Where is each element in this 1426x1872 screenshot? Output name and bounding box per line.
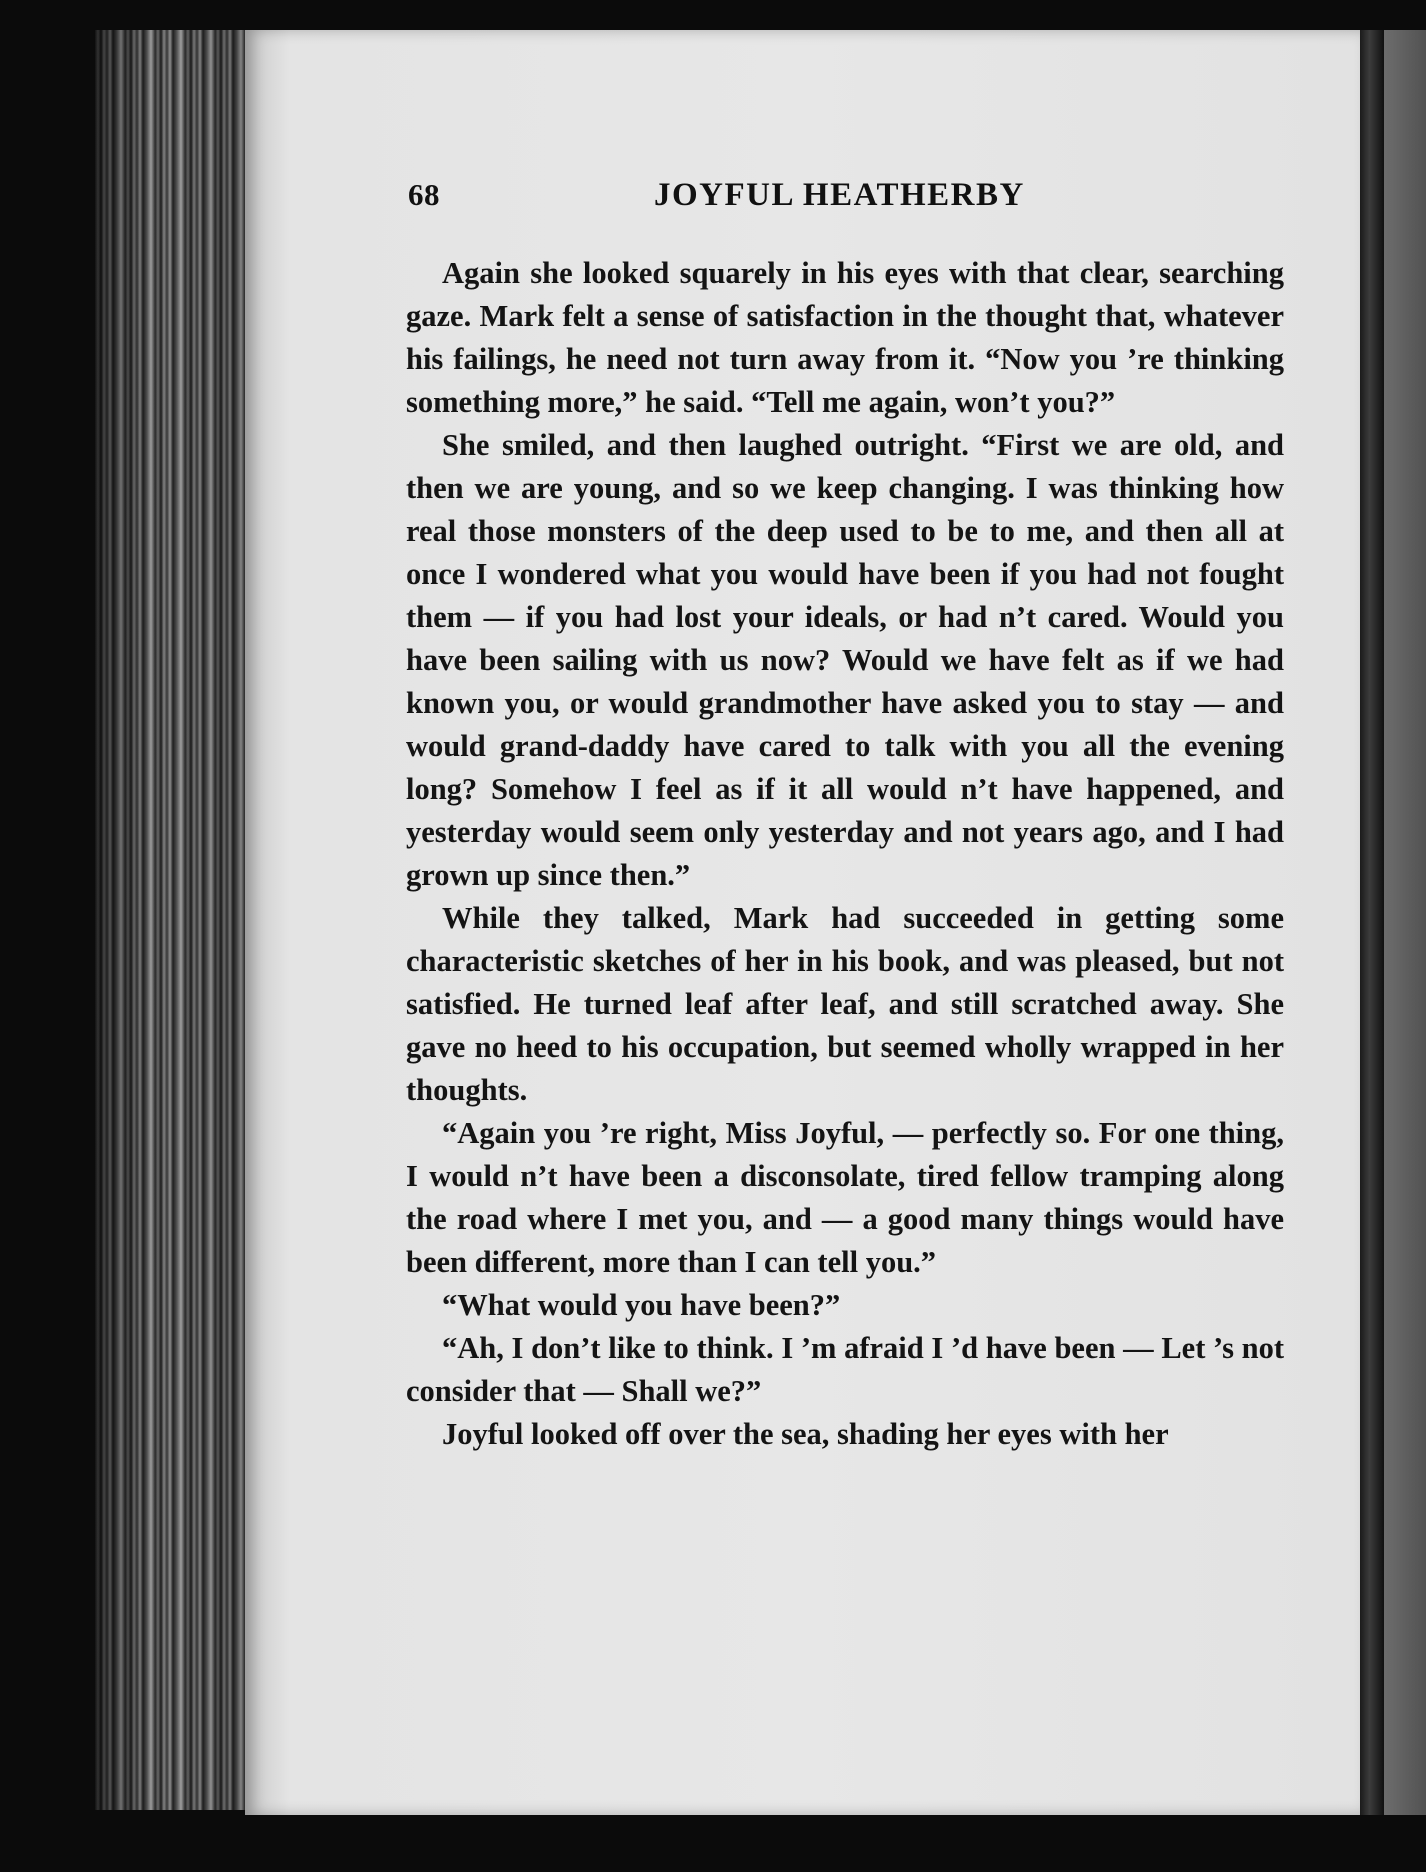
paragraph: While they talked, Mark had succeeded in getting some characteristic sketches of her in his book, and was pleased, but not satisfied. He turned leaf after leaf, and still scratched away. She gave no heed to his occupation, but seemed wholly wrapped in her thoughts. bbox=[406, 901, 1284, 1107]
book-title: JOYFUL HEATHERBY bbox=[654, 177, 1025, 213]
running-head bbox=[408, 177, 1283, 227]
book-spine-edge bbox=[1360, 30, 1384, 1815]
paragraph: “What would you have been?” bbox=[442, 1288, 841, 1322]
facing-page-edge bbox=[1384, 30, 1426, 1815]
paragraph: She smiled, and then laughed outright. “First we are old, and then we are young, and so we keep changing. I was thinking how real those monsters of the deep used to be to me, and then all at once I wondered what you would have been if you had not fought them — if you had lost your ideals, or had n’t cared. Would you have been sailing with us now? Would we have felt as if we had known you, or would grandmother have asked you to stay — and would grand-daddy have cared to talk with you all the evening long? Somehow I feel as if it all would n’t have happened, and yesterday would seem only yesterday and not years ago, and I had grown up since then.” bbox=[406, 428, 1284, 892]
paragraph: Again she looked squarely in his eyes with that clear, searching gaze. Mark felt a sense of satisfaction in the thought that, whatever his failings, he need not turn away from it. “Now you ’re thinking something more,” he said. “Tell me again, won’t you?” bbox=[406, 256, 1284, 419]
paragraph: Joyful looked off over the sea, shading her eyes with her bbox=[442, 1417, 1169, 1451]
paragraph: “Ah, I don’t like to think. I ’m afraid I ’d have been — Let ’s not consider that — Shall we?” bbox=[406, 1331, 1284, 1408]
page-number: 68 bbox=[408, 177, 440, 212]
gutter-shadow bbox=[95, 30, 255, 1810]
body-text bbox=[406, 252, 1284, 1456]
paragraph: “Again you ’re right, Miss Joyful, — perfectly so. For one thing, I would n’t have been a disconsolate, tired fellow tramping along the road where I met you, and — a good many things would have been different, more than I can tell you.” bbox=[406, 1116, 1284, 1279]
